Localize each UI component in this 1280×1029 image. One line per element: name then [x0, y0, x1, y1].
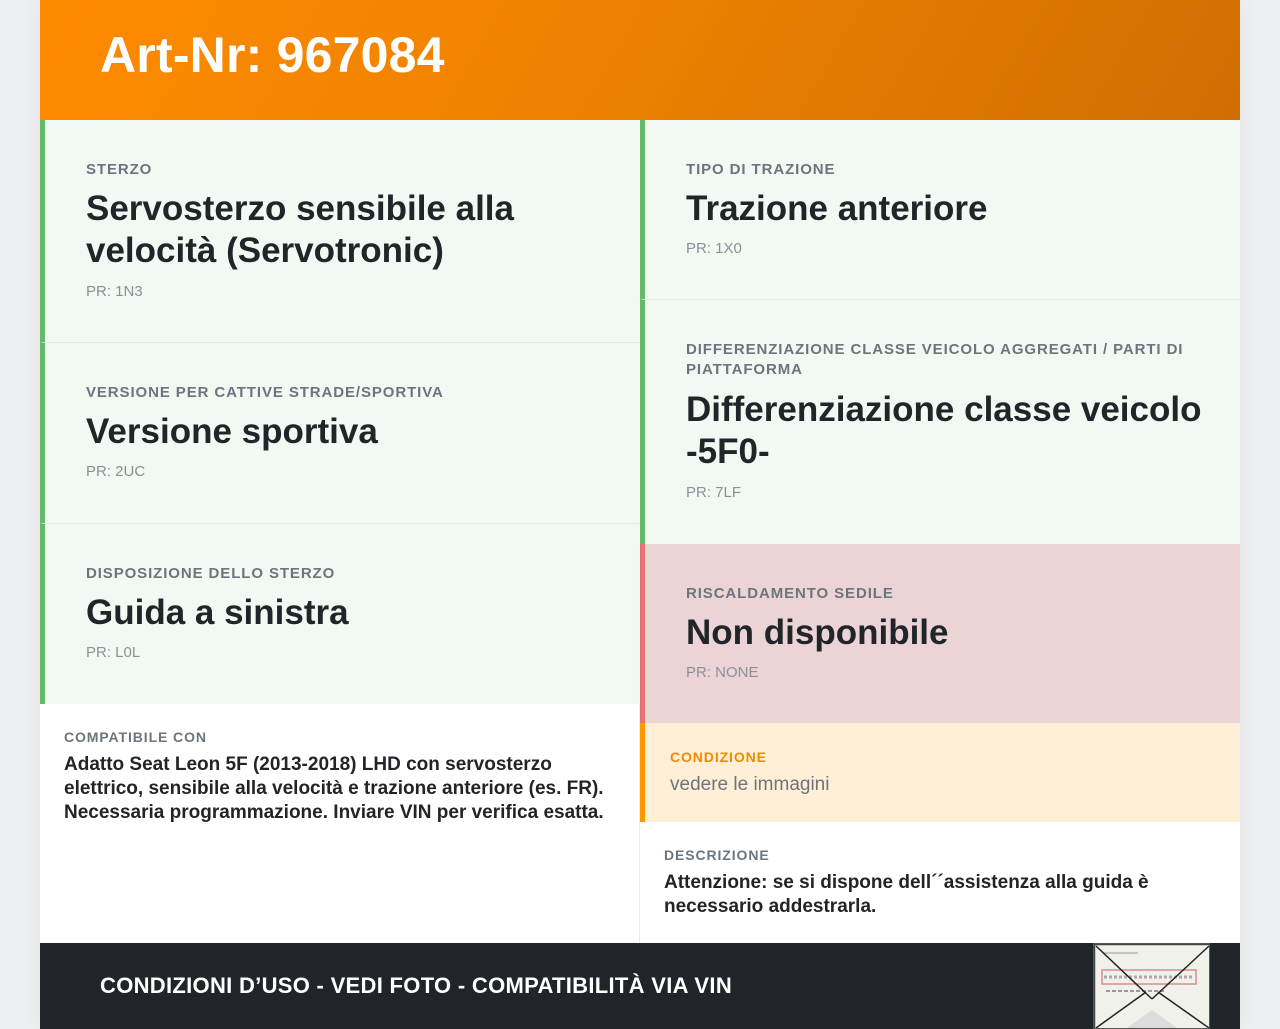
left-column: [40, 120, 640, 704]
spec-label: STERZO: [86, 161, 153, 178]
description-section: [640, 822, 1240, 943]
spec-pr-code: PR: NONE: [686, 664, 759, 681]
description-label: DESCRIZIONE: [664, 847, 770, 863]
compatibility-text: Adatto Seat Leon 5F (2013-2018) LHD con servosterzo elettrico, sensibile alla velocità e trazione anteriore (es. FR). Necessaria programmazione. Inviare VIN per verifica esatta.: [64, 754, 604, 823]
article-number-title: Art-Nr: 967084: [100, 27, 445, 83]
compatibility-section: [40, 704, 640, 943]
document-photo-thumbnail[interactable]: [1093, 943, 1210, 1029]
condition-section: [640, 723, 1240, 822]
spec-pr-code: PR: 1X0: [686, 240, 742, 257]
spec-value: Trazione anteriore: [686, 189, 988, 228]
spec-label: RISCALDAMENTO SEDILE: [686, 585, 894, 602]
spec-label: DISPOSIZIONE DELLO STERZO: [86, 565, 336, 582]
spec-pr-code: PR: 7LF: [686, 484, 742, 501]
spec-pr-code: PR: L0L: [86, 644, 141, 661]
spec-card-steering: [40, 120, 640, 343]
spec-value: Guida a sinistra: [86, 593, 349, 632]
right-column: [640, 120, 1240, 723]
spec-card-seat-heating: [640, 544, 1240, 723]
condition-text: vedere le immagini: [670, 774, 830, 795]
document-image-icon: [1094, 944, 1210, 1029]
condition-label: CONDIZIONE: [670, 749, 767, 765]
spec-pr-code: PR: 1N3: [86, 283, 143, 300]
spec-value: Non disponibile: [686, 613, 949, 652]
spec-card-vehicle-class: [640, 300, 1240, 544]
spec-card-steering-side: [40, 524, 640, 704]
header-banner: [40, 0, 1240, 120]
spec-label: DIFFERENZIAZIONE CLASSE VEICOLO AGGREGATI / PARTI DI PIATTAFORMA: [686, 341, 1184, 378]
spec-label: TIPO DI TRAZIONE: [686, 161, 836, 178]
footer-terms-text: CONDIZIONI D’USO - VEDI FOTO - COMPATIBILITÀ VIA VIN: [100, 973, 733, 998]
compatibility-label: COMPATIBILE CON: [64, 729, 207, 745]
spec-sheet: [40, 0, 1240, 1029]
spec-value: Differenziazione classe veicolo -5F0-: [686, 390, 1202, 471]
spec-pr-code: PR: 2UC: [86, 463, 146, 480]
spec-value: Versione sportiva: [86, 412, 378, 451]
spec-value: Servosterzo sensibile alla velocità (Servotronic): [86, 189, 514, 270]
description-text: Attenzione: se si dispone dell´´assistenza alla guida è necessario addestrarla.: [664, 872, 1149, 917]
footer-bar: [40, 943, 1240, 1029]
spec-card-version: [40, 343, 640, 524]
spec-card-drive-type: [640, 120, 1240, 300]
spec-label: VERSIONE PER CATTIVE STRADE/SPORTIVA: [86, 384, 444, 401]
